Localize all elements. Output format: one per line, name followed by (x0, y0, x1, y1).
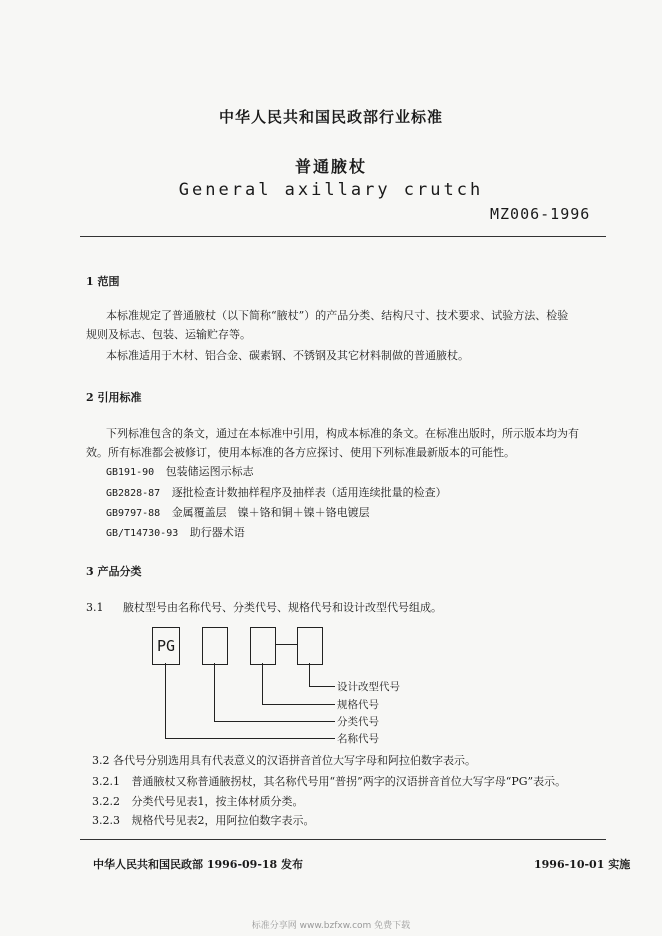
section-1-heading: 1 范围 (86, 275, 120, 288)
clause-number: 3.2.2 (92, 795, 120, 808)
design-revision-code-label: 设计改型代号 (337, 681, 400, 693)
header-rule (80, 236, 606, 237)
document-title-en: General axillary crutch (178, 180, 484, 200)
clause-text: 分类代号见表1，按主体材质分类。 (131, 795, 304, 808)
leader-line (165, 738, 335, 739)
clause-3-2: 3.2 各代号分别选用具有代表意义的汉语拼音首位大写字母和阿拉伯数字表示。 (92, 754, 476, 767)
reference-code: GB9797-88 (106, 508, 161, 519)
leader-line (262, 663, 263, 704)
section-1-para-1a: 本标准规定了普通腋杖（以下简称“腋杖”）的产品分类、结构尺寸、技术要求、试验方法、检验 (106, 309, 569, 322)
section-3-heading: 3 产品分类 (86, 565, 142, 578)
site-watermark: 标准分享网 www.bzfxw.com 免费下载 (251, 921, 411, 931)
clause-3-2-1 (92, 773, 566, 791)
leader-line (214, 663, 215, 721)
clause-3-2-3 (92, 812, 315, 830)
footer-rule (80, 839, 606, 840)
reference-title: 包装储运图示标志 (165, 465, 254, 478)
section-1-para-1b: 规则及标志、包装、运输贮存等。 (86, 328, 251, 341)
issue-date: 中华人民共和国民政部 1996-09-18 发布 (93, 858, 304, 871)
reference-item (106, 484, 447, 503)
reference-item (106, 463, 254, 482)
reference-code: GB191-90 (106, 467, 155, 478)
design-revision-code-box (297, 627, 323, 665)
section-2-para-1a: 下列标准包含的条文，通过在本标准中引用，构成本标准的条文。在标准出版时，所示版本均为有 (106, 427, 579, 440)
category-code-box (202, 627, 228, 665)
clause-number: 3.2.1 (92, 775, 120, 788)
clause-text: 规格代号见表2，用阿拉伯数字表示。 (131, 814, 315, 827)
clause-text: 普通腋杖又称普通腋拐杖，其名称代号用“普拐”两字的汉语拼音首位大写字母“PG”表示。 (131, 775, 567, 788)
name-code-box (152, 627, 180, 665)
clause-number: 3.1 (86, 601, 104, 614)
clause-text: 腋杖型号由名称代号、分类代号、规格代号和设计改型代号组成。 (123, 601, 442, 614)
category-code-label: 分类代号 (337, 716, 379, 728)
reference-item (106, 504, 370, 523)
effective-date: 1996-10-01 实施 (534, 858, 631, 871)
document-title-cn: 普通腋杖 (294, 157, 367, 176)
clause-3-2-2 (92, 793, 304, 811)
leader-line (214, 721, 335, 722)
section-2-heading: 2 引用标准 (86, 391, 142, 404)
standard-number: MZ006-1996 (490, 205, 591, 223)
leader-line (309, 663, 310, 686)
reference-code: GB2828-87 (106, 488, 161, 499)
leader-line (262, 704, 335, 705)
size-code-box (250, 627, 276, 665)
clause-3-1 (86, 599, 442, 617)
reference-item (106, 524, 245, 543)
reference-code: GB/T14730-93 (106, 528, 179, 539)
issuing-organization: 中华人民共和国民政部行业标准 (218, 108, 443, 126)
leader-line (165, 663, 166, 738)
box-connector (275, 644, 297, 645)
size-code-label: 规格代号 (337, 699, 379, 711)
name-code-value: PG (156, 637, 176, 655)
reference-title: 助行器术语 (189, 526, 245, 539)
leader-line (309, 686, 335, 687)
section-2-para-1b: 效。所有标准都会被修订，使用本标准的各方应探讨、使用下列标准最新版本的可能性。 (86, 446, 515, 459)
section-1-para-2: 本标准适用于木材、铝合金、碳素钢、不锈钢及其它材料制做的普通腋杖。 (106, 349, 469, 362)
clause-number: 3.2.3 (92, 814, 120, 827)
reference-title: 逐批检查计数抽样程序及抽样表（适用连续批量的检查） (171, 486, 447, 499)
name-code-label: 名称代号 (337, 733, 379, 745)
reference-title: 金属覆盖层 镍＋铬和铜＋镍＋铬电镀层 (171, 506, 370, 519)
